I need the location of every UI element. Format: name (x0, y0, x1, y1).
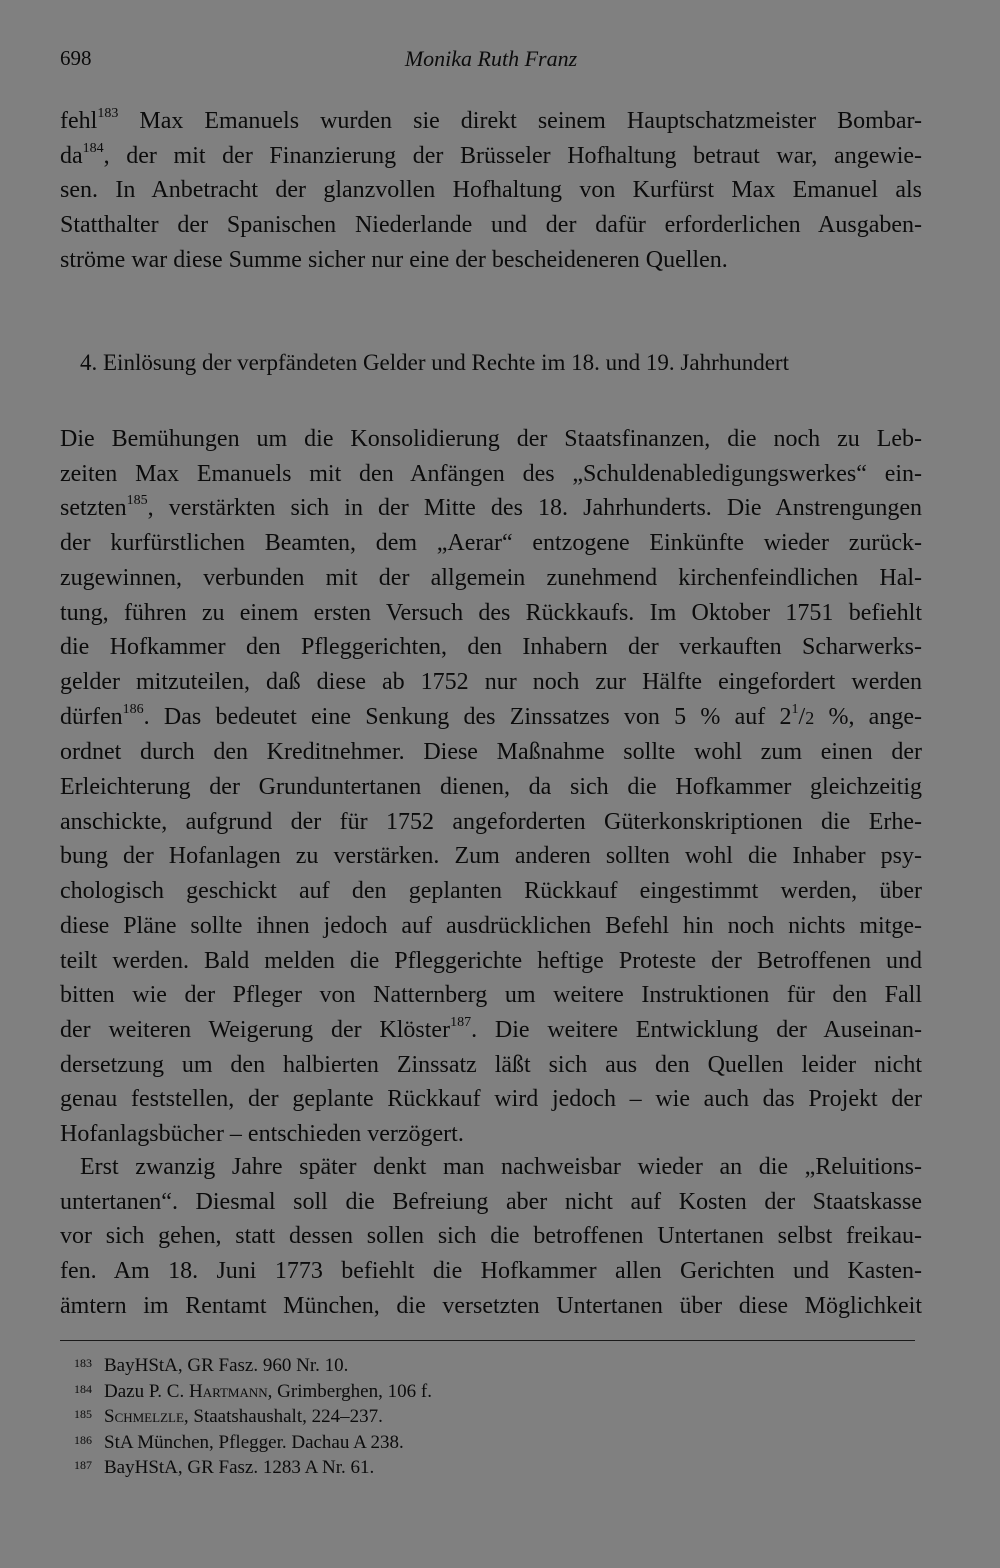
text-line: teilt werden. Bald melden die Pfleggerichte heftige Proteste der Betroffenen und (60, 947, 922, 974)
section-heading: 4. Einlösung der verpfändeten Gelder und Rechte im 18. und 19. Jahrhundert (80, 350, 789, 375)
footnote-ref[interactable]: 183 (97, 106, 119, 121)
text-line: diese Pläne sollte ihnen jedoch auf ausdrücklichen Befehl hin noch nichts mitge- (60, 912, 922, 939)
paragraph-continuation (60, 104, 922, 278)
footnote-ref[interactable]: 186 (122, 701, 144, 717)
text-line: fehl$^{183}$ Max Emanuels wurden sie direkt seinem Hauptschatzmeister Bombar- (60, 106, 922, 134)
text-line: der kurfürstlichen Beamten, dem „Aerar“ entzogene Einkünfte wieder zurück- (60, 530, 922, 557)
text-line: Erleichterung der Grunduntertanen dienen, da sich die Hofkammer gleichzeitig (60, 774, 922, 801)
text-line: ämtern im Rentamt München, die versetzten Untertanen über diese Möglichkeit (60, 1292, 922, 1319)
footnote-ref[interactable]: 184 (82, 140, 104, 156)
text-line: genau feststellen, der geplante Rückkauf wird jedoch – wie auch das Projekt der (60, 1086, 922, 1113)
text-line: bitten wie der Pfleger von Natternberg um weitere Instruktionen für den Fall (60, 982, 922, 1009)
text-line: ströme war diese Summe sicher nur eine der bescheideneren Quellen. (60, 246, 728, 273)
footnote: 183 BayHStA, GR Fasz. 960 Nr. 10. (74, 1355, 349, 1376)
text-line: $da^{184}$, der mit der Finanzierung der Brüsseler Hofhaltung betraut war, angewie- (60, 140, 922, 169)
footnote-ref[interactable]: 185 (126, 493, 148, 509)
text-line: chologisch geschickt auf den geplanten Rückkauf eingestimmt werden, über (60, 878, 922, 905)
text-line: bung der Hofanlagen zu verstärken. Zum anderen sollten wohl die Inhaber psy- (60, 843, 922, 870)
text-line: die Hofkammer den Pfleggerichten, den Inhabern der verkauften Scharwerks- (60, 634, 922, 661)
text-line: dersetzung um den halbierten Zinssatz läßt sich aus den Quellen leider nicht (60, 1051, 922, 1078)
text-line: fen. Am 18. Juni 1773 befiehlt die Hofkammer allen Gerichten und Kasten- (60, 1258, 922, 1285)
paragraph (60, 1150, 922, 1324)
footnote-divider (60, 1340, 915, 1341)
footnotes (74, 1353, 432, 1481)
footnote: 187 BayHStA, GR Fasz. 1283 A Nr. 61. (74, 1457, 375, 1478)
text-line: zeiten Max Emanuels mit den Anfängen des „Schuldenabledigungswerkes“ ein- (60, 460, 922, 487)
paragraph (60, 422, 922, 1152)
text-line: setzten$^{185}$, verstärkten sich in der Mitte des 18. Jahrhunderts. Die Anstrengungen (60, 493, 922, 522)
running-title: Monika Ruth Franz (404, 46, 578, 71)
footnote-ref[interactable]: 187 (450, 1014, 472, 1030)
footnote: 185 Schmelzle, Staatshaushalt, 224–237. (74, 1406, 383, 1427)
text-line: untertanen“. Diesmal soll die Befreiung aber nicht auf Kosten der Staatskasse (60, 1188, 922, 1215)
page-header (60, 46, 922, 78)
page-number: 698 (60, 46, 92, 70)
text-line: zugewinnen, verbunden mit der allgemein zunehmend kirchenfeindlichen Hal- (60, 564, 922, 591)
footnote: 184 Dazu P. C. Hartmann, Grimberghen, 106 f. (74, 1380, 432, 1402)
text-line: Hofanlagsbücher – entschieden verzögert. (60, 1121, 464, 1148)
text-line: Die Bemühungen um die Konsolidierung der Staatsfinanzen, die noch zu Leb- (60, 426, 922, 452)
text-line: ordnet durch den Kreditnehmer. Diese Maßnahme sollte wohl zum einen der (60, 739, 922, 766)
text-line: Erst zwanzig Jahre später denkt man nachweisbar wieder an die „Reluitions- (80, 1154, 922, 1180)
text-line: dürfen$^{186}$. Das bedeutet eine Senkung des Zinssatzes von 5 % auf $2^1/2$ %, ange- (60, 701, 922, 730)
text-line: der weiteren Weigerung der Klöster$^{187}$. Die weitere Entwicklung der Auseinan- (60, 1014, 923, 1043)
text-line: anschickte, aufgrund der für 1752 angeforderten Güterkonskriptionen die Erhe- (60, 808, 922, 835)
text-line: Statthalter der Spanischen Niederlande und der dafür erforderlichen Ausgaben- (60, 212, 922, 239)
text-line: vor sich gehen, statt dessen sollen sich die betroffenen Untertanen selbst freikau- (60, 1223, 922, 1250)
text-line: sen. In Anbetracht der glanzvollen Hofhaltung von Kurfürst Max Emanuel als (60, 177, 922, 204)
footnote: 186 StA München, Pflegger. Dachau A 238. (74, 1431, 404, 1453)
text-line: tung, führen zu einem ersten Versuch des Rückkaufs. Im Oktober 1751 befiehlt (60, 599, 922, 626)
text-line: gelder mitzuteilen, daß diese ab 1752 nur noch zur Hälfte eingefordert werden (60, 668, 922, 695)
